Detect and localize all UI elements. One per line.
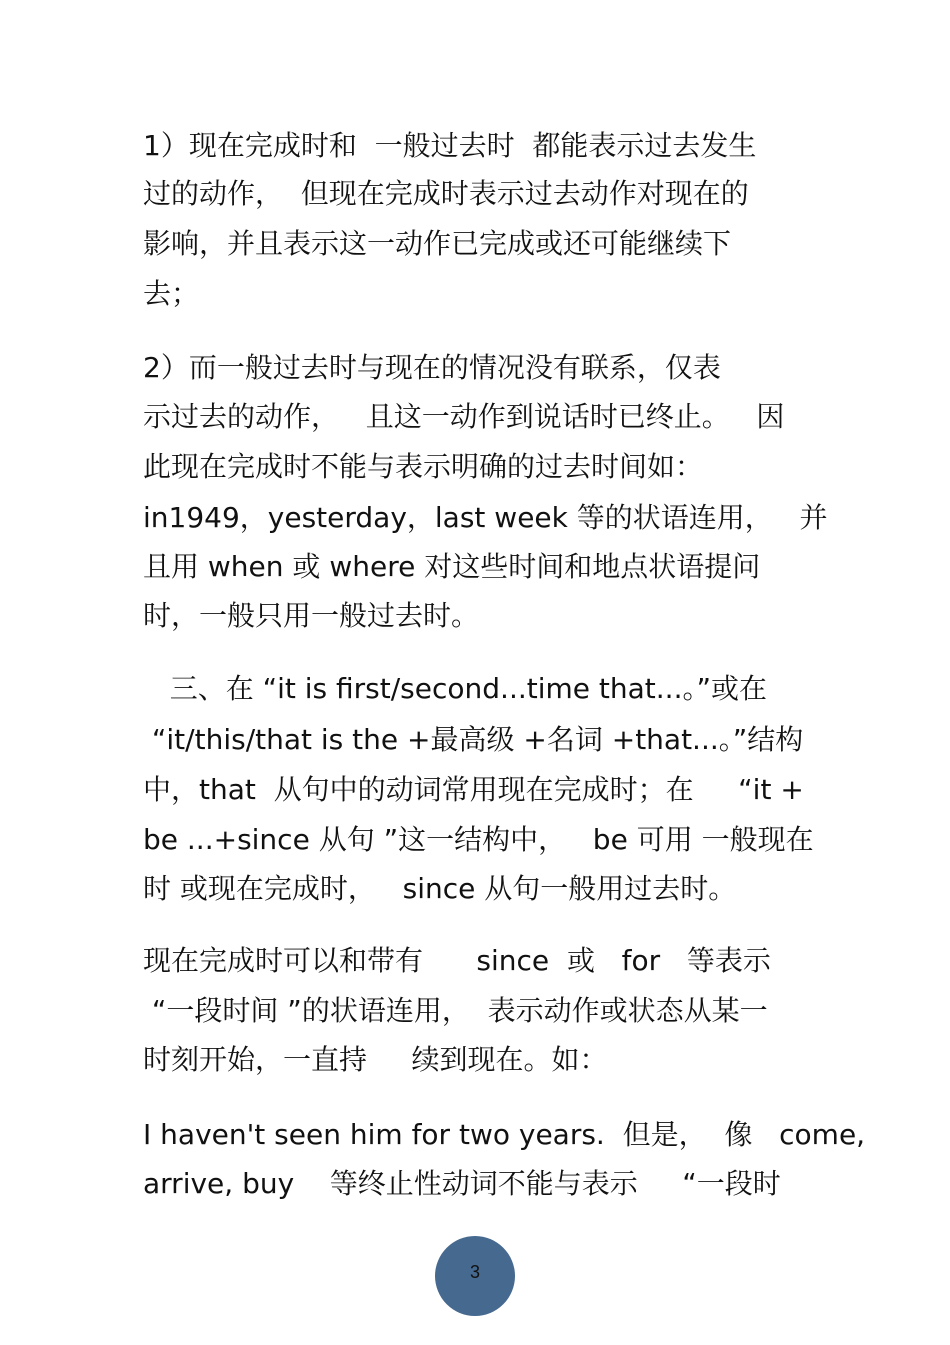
- page-number: 3: [469, 1261, 480, 1282]
- text-line: “一段时间 ”的状语连用， 表示动作或状态从某一: [143, 994, 768, 1027]
- text-line: 过的动作， 但现在完成时表示过去动作对现在的: [143, 177, 749, 210]
- text-line: 中，that 从句中的动词常用现在完成时；在 “it +: [143, 773, 804, 806]
- page-number-badge: [435, 1236, 515, 1316]
- text-line: 此现在完成时不能与表示明确的过去时间如：: [143, 450, 704, 483]
- text-line: arrive, buy 等终止性动词不能与表示 “一段时: [143, 1167, 781, 1200]
- text-line: 现在完成时可以和带有 since 或 for 等表示: [143, 944, 771, 977]
- text-line: “it/this/that is the +最高级 +名词 +that...。”结构: [143, 723, 804, 756]
- text-line: I haven't seen him for two years. 但是， 像 come,: [143, 1118, 866, 1151]
- text-line: be ...+since 从句 ”这一结构中， be 可用 一般现在: [143, 823, 814, 856]
- text-line: in1949，yesterday，last week 等的状语连用， 并: [143, 501, 828, 534]
- text-line: 时 或现在完成时， since 从句一般用过去时。: [143, 872, 737, 905]
- text-line: 且用 when 或 where 对这些时间和地点状语提问: [143, 550, 761, 583]
- text-line: 时，一般只用一般过去时。: [143, 599, 480, 632]
- text-line: 去；: [143, 277, 200, 310]
- text-line: 2）而一般过去时与现在的情况没有联系，仅表: [143, 351, 721, 384]
- text-line: 影响，并且表示这一动作已完成或还可能继续下: [143, 227, 732, 260]
- text-line: 示过去的动作， 且这一动作到说话时已终止。 因: [143, 400, 785, 433]
- text-line: 时刻开始，一直持 续到现在。如：: [143, 1043, 608, 1076]
- text-line: 三、在 “it is first/second...time that...。”或在: [143, 672, 767, 705]
- text-line: 1）现在完成时和 一般过去时 都能表示过去发生: [143, 129, 757, 162]
